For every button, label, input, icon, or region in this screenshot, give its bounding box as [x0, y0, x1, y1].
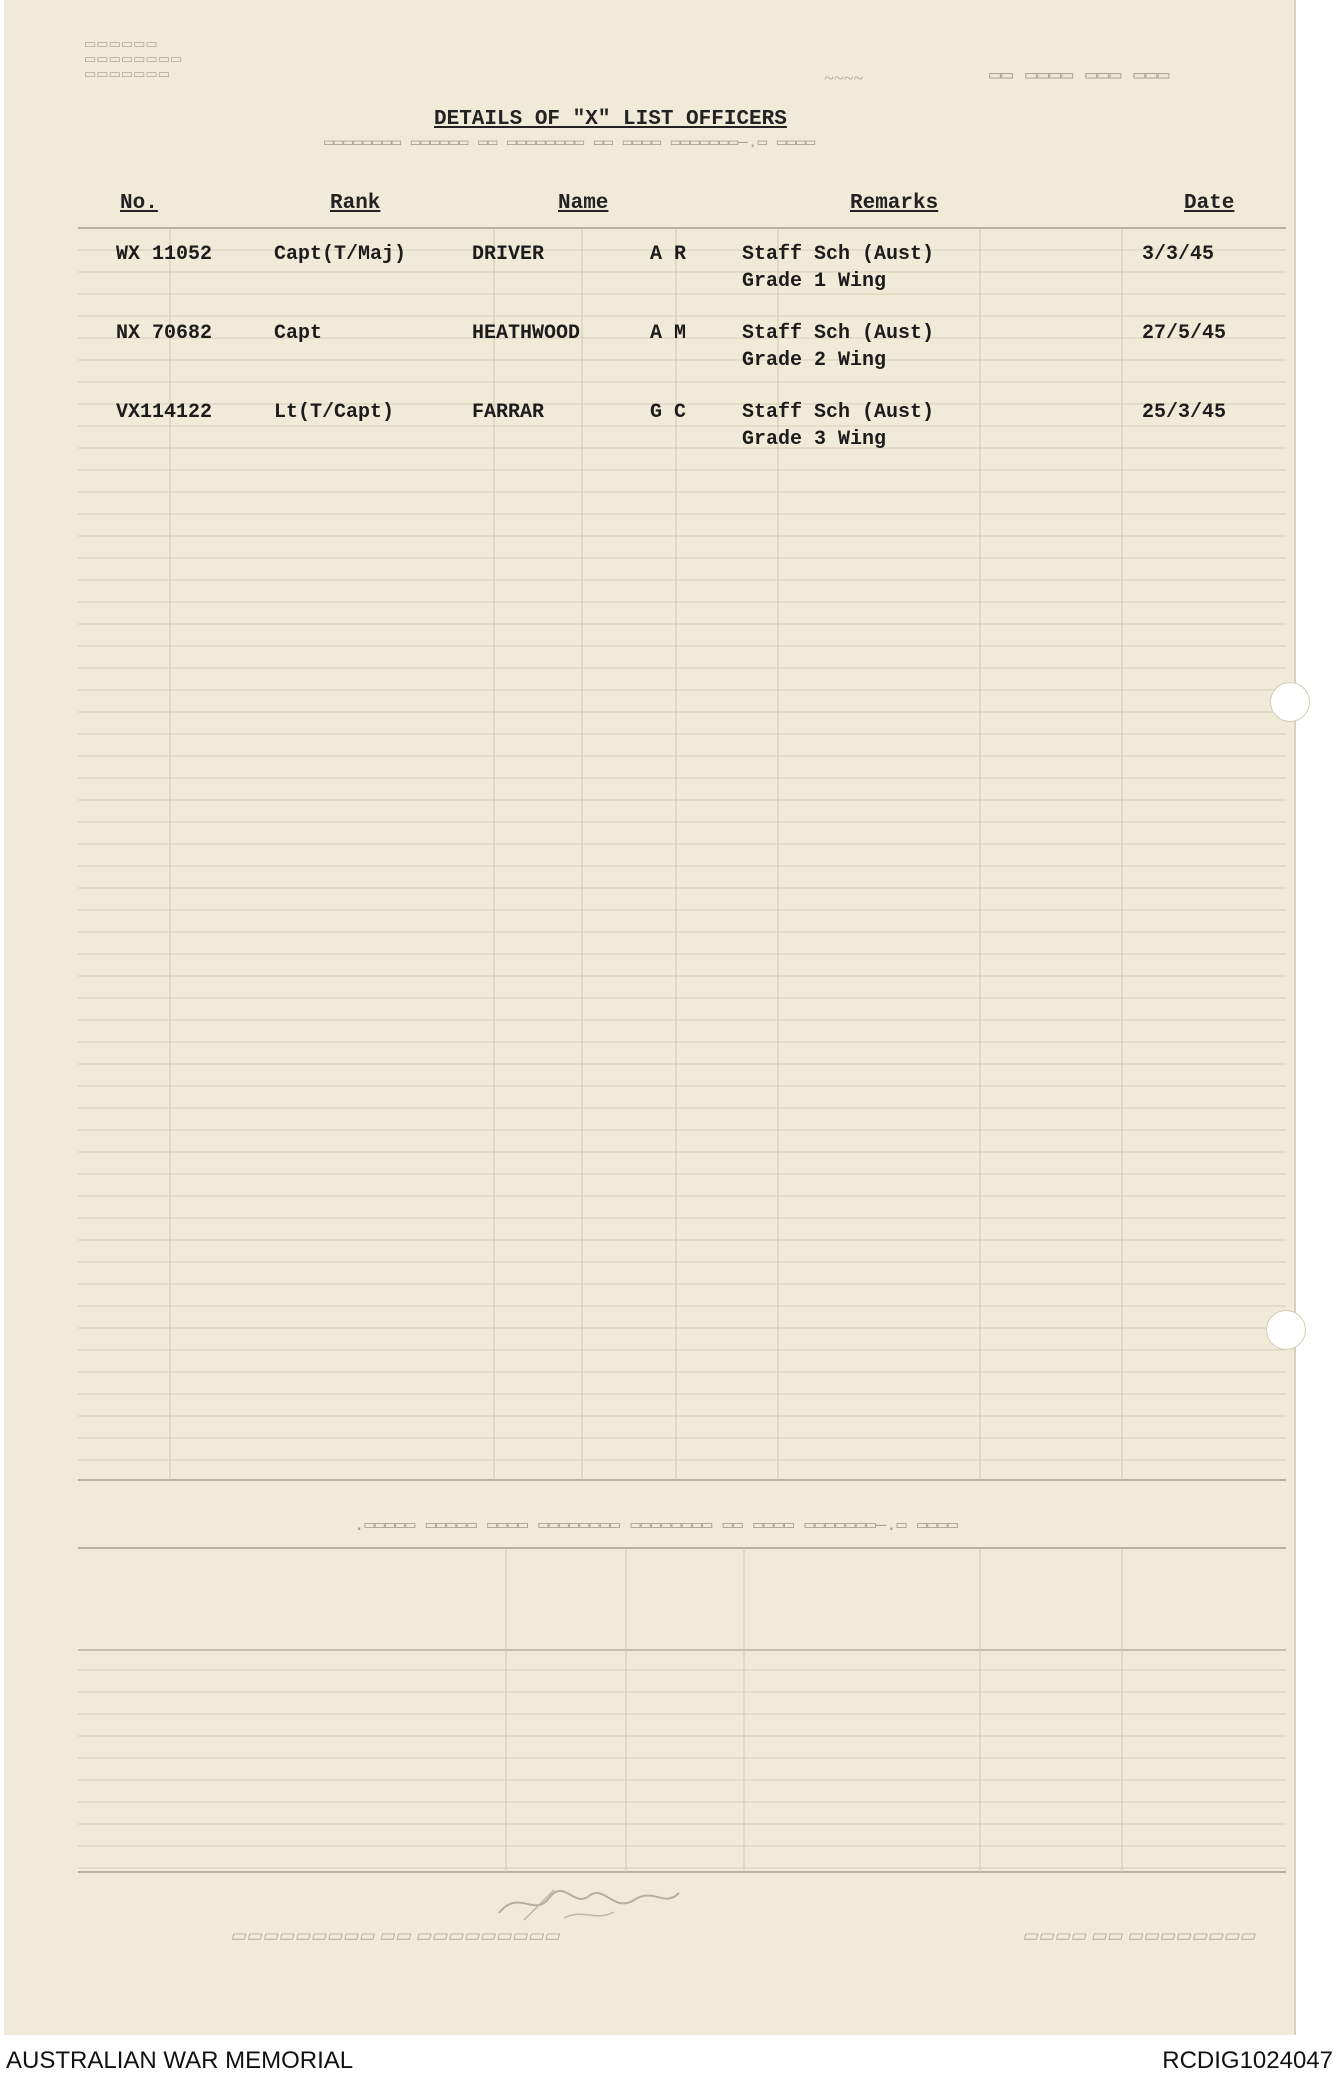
- cell-army-number: WX 11052: [116, 243, 213, 266]
- archive-name: AUSTRALIAN WAR MEMORIAL: [6, 2047, 354, 2074]
- cell-remarks-line1: Staff Sch (Aust): [742, 401, 935, 424]
- cell-army-number: VX114122: [116, 401, 213, 424]
- cell-rank: Capt: [274, 322, 323, 345]
- signature-caption-ghost: ▭▭▭▭▭▭▭▭▭ ▭▭ ▭▭▭▭▭▭▭▭▭: [230, 1926, 560, 1945]
- header-rank: Rank: [330, 192, 381, 215]
- show-through-part-e: ▭▭▭▭ ▭.—▭▭▭▭▭▭▭ ▭▭▭▭ ▭▭ ▭▭▭▭▭▭▭▭ ▭▭▭▭▭▭▭▭ ▭▭▭▭ ▭▭▭▭▭ ▭▭▭▭▭.: [354, 1515, 958, 1535]
- cell-name: HEATHWOOD: [472, 322, 581, 345]
- cell-initials: G C: [650, 401, 687, 424]
- cell-rank: Lt(T/Capt): [274, 401, 395, 424]
- document-title: DETAILS OF "X" LIST OFFICERS: [434, 108, 787, 131]
- commander-signature: [494, 1878, 684, 1928]
- cell-remarks-line2: Grade 1 Wing: [742, 270, 887, 293]
- cell-date: 27/5/45: [1142, 322, 1227, 345]
- show-through-part-d: ▭▭▭▭ ▭.—▭▭▭▭▭▭▭ ▭▭▭▭ ▭▭ ▭▭▭▭▭▭▭▭ ▭▭ ▭▭▭▭▭▭ ▭▭▭▭▭▭▭▭: [324, 132, 816, 151]
- cell-remarks-line1: Staff Sch (Aust): [742, 243, 935, 266]
- table-row: [0, 243, 1339, 323]
- archive-reference: RCDIG1024047: [1162, 2047, 1333, 2074]
- header-no: No.: [120, 192, 158, 215]
- cell-remarks-line2: Grade 2 Wing: [742, 349, 887, 372]
- cell-initials: A M: [650, 322, 687, 345]
- archive-footer: [0, 2035, 1339, 2082]
- cell-initials: A R: [650, 243, 687, 266]
- punch-hole: [1270, 682, 1310, 722]
- header-date: Date: [1184, 192, 1235, 215]
- cell-date: 25/3/45: [1142, 401, 1227, 424]
- cell-name: FARRAR: [472, 401, 545, 424]
- cell-remarks-line2: Grade 3 Wing: [742, 428, 887, 451]
- corner-stamp: ▭▭▭▭▭▭ ▭▭▭▭▭▭▭▭ ▭▭▭▭▭▭▭: [84, 36, 183, 81]
- cell-name: DRIVER: [472, 243, 545, 266]
- header-remarks: Remarks: [850, 192, 939, 215]
- cell-remarks-line1: Staff Sch (Aust): [742, 322, 935, 345]
- despatch-caption-ghost: ▭▭▭▭ ▭▭ ▭▭▭▭▭▭▭▭: [1022, 1926, 1256, 1945]
- table-row: [0, 401, 1339, 481]
- unit-value-ghost: ▭▭ ▭▭▭▭ ▭▭▭ ▭▭▭: [989, 65, 1170, 88]
- cell-army-number: NX 70682: [116, 322, 213, 345]
- unit-label-ghost: ~~~~: [824, 68, 863, 88]
- table-row: [0, 322, 1339, 402]
- header-name: Name: [558, 192, 609, 215]
- cell-date: 3/3/45: [1142, 243, 1215, 266]
- cell-rank: Capt(T/Maj): [274, 243, 407, 266]
- punch-hole: [1266, 1310, 1306, 1350]
